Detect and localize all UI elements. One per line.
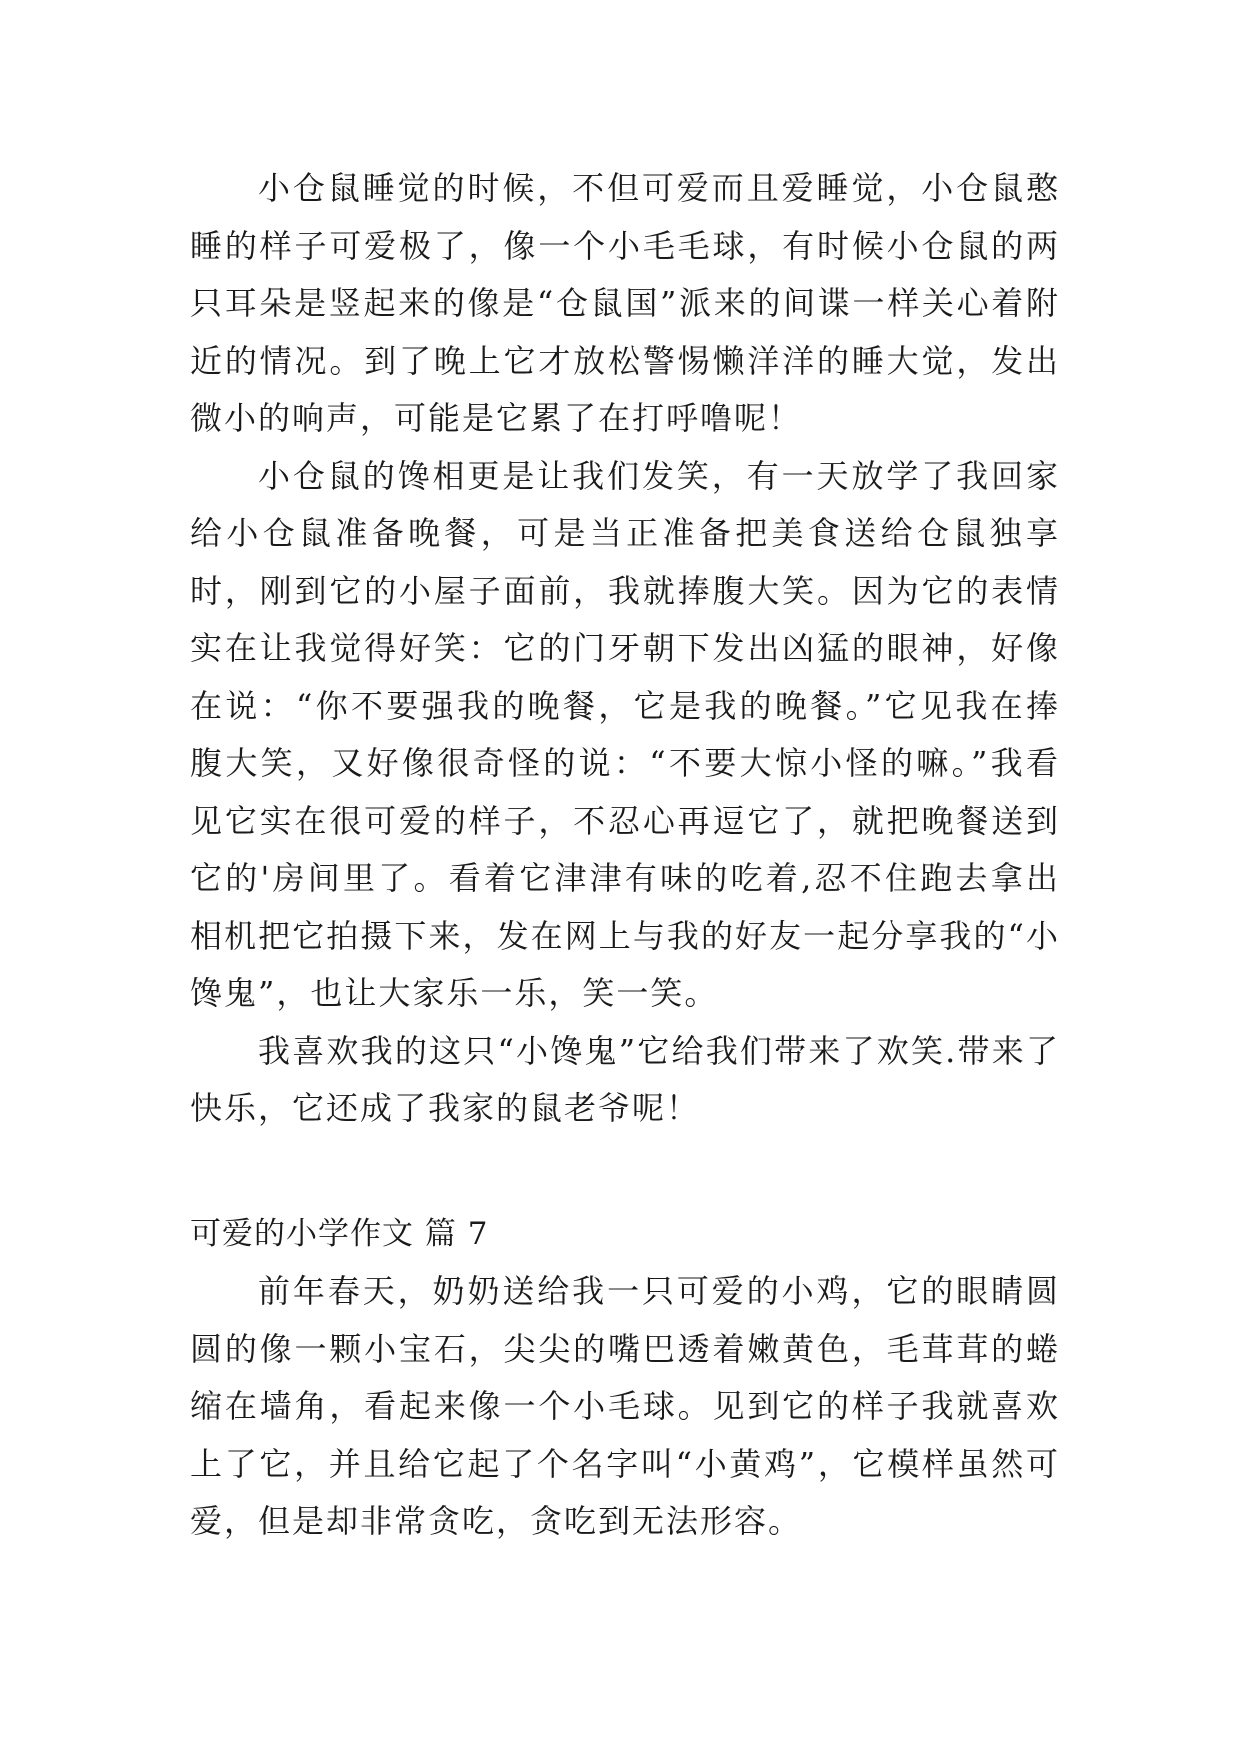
paragraph-hamster-sleeping: 小仓鼠睡觉的时候，不但可爱而且爱睡觉，小仓鼠憨睡的样子可爱极了，像一个小毛毛球，有时候小仓鼠的两只耳朵是竖起来的像是“仓鼠国”派来的间谍一样关心着附近的情况。到了晚上它才放松警惕懒洋洋的睡大觉，发出微小的响声，可能是它累了在打呼噜呢！	[190, 169, 1060, 437]
section-heading: 可爱的小学作文 篇 7	[190, 1215, 489, 1252]
paragraph-chick-intro: 前年春天，奶奶送给我一只可爱的小鸡，它的眼睛圆圆的像一颗小宝石，尖尖的嘴巴透着嫩黄色，毛茸茸的蜷缩在墙角，看起来像一个小毛球。见到它的样子我就喜欢上了它，并且给它起了个名字叫“小黄鸡”，它模样虽然可爱，但是却非常贪吃，贪吃到无法形容。	[190, 1272, 1060, 1540]
paragraph-hamster-conclusion: 我喜欢我的这只“小馋鬼”它给我们带来了欢笑.带来了快乐，它还成了我家的鼠老爷呢！	[190, 1031, 1060, 1127]
paragraph-hamster-greedy: 小仓鼠的馋相更是让我们发笑，有一天放学了我回家给小仓鼠准备晚餐，可是当正准备把美食送给仓鼠独享时，刚到它的小屋子面前，我就捧腹大笑。因为它的表情实在让我觉得好笑：它的门牙朝下发出凶猛的眼神，好像在说：“你不要强我的晚餐，它是我的晚餐。”它见我在捧腹大笑，又好像很奇怪的说：“不要大惊小怪的嘛。”我看见它实在很可爱的样子，不忍心再逗它了，就把晚餐送到它的'房间里了。看着它津津有味的吃着,忍不住跑去拿出相机把它拍摄下来，发在网上与我的好友一起分享我的“小馋鬼”，也让大家乐一乐，笑一笑。	[190, 456, 1060, 1012]
document-body	[190, 160, 1060, 1551]
